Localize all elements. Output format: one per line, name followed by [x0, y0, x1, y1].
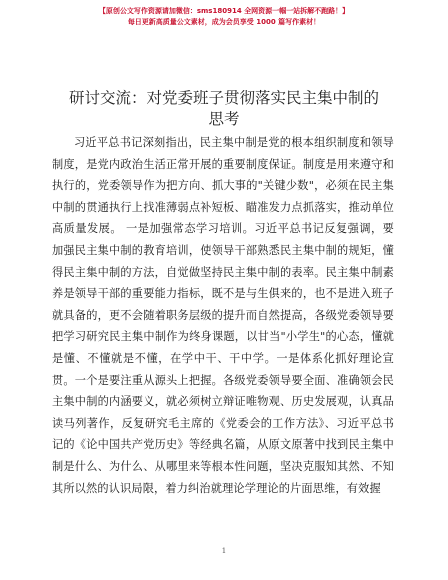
- document-title: [48, 88, 400, 130]
- page-number: 1: [221, 547, 227, 555]
- title-line-1: 研讨交流：对党委班子贯彻落实民主集中制的: [68, 89, 379, 107]
- banner-line-1: 【原创公文写作资源请加微信：sms180914 全网资源一帼一站拆解不跑路！】: [98, 7, 350, 15]
- banner-line-2: 每日更新高质量公文素材，成为会员享受 1000 篇写作素材！: [127, 18, 321, 26]
- watermark-banner: [0, 6, 448, 28]
- body-paragraph: 习近平总书记深刻指出，民主集中制是党的根本组织制度和领导制度，是党内政治生活正常开展的重要制度保证。制度是用来遵守和执行的，党委领导作为把方向、抓大事的"关键少数"，必须在民主集中制的贯通执行上找准薄弱点补短板、瞄准发力点抓落实，推动单位高质量发展。 一是加强常态学习培训。习近平总书记反复强调，要加强民主集中制的教育培训，使领导干部熟悉民主集中制的规矩，懂得民主集中制的方法，自觉做坚持民主集中制的表率。民主集中制素养是领导干部的重要能力指标，既不是与生俱来的，也不是进入班子就具备的，更不会随着职务层级的提升而自然提高，各级党委领导要把学习研究民主集中制作为终身课题，以甘当"小学生"的心态，懂就是懂、不懂就是不懂，在学中干、干中学。一是体系化抓好理论宣贯。一个是要注重从源头上把握。各级党委领导要全面、准确领会民主集中制的内涵要义，就必须树立辩证唯物观、历史发展观，认真品读马列著作，反复研究毛主席的《党委会的工作方法》、习近平总书记的《论中国共产党历史》等经典名篇，从原文原著中找到民主集中制是什么、为什么、从哪里来等根本性问题，坚决克服知其然、不知其所以然的认识局限，着力纠治就理论学理论的片面思维，有效握: [52, 136, 394, 495]
- title-line-2: 思考: [208, 110, 240, 128]
- document-body: [52, 132, 394, 499]
